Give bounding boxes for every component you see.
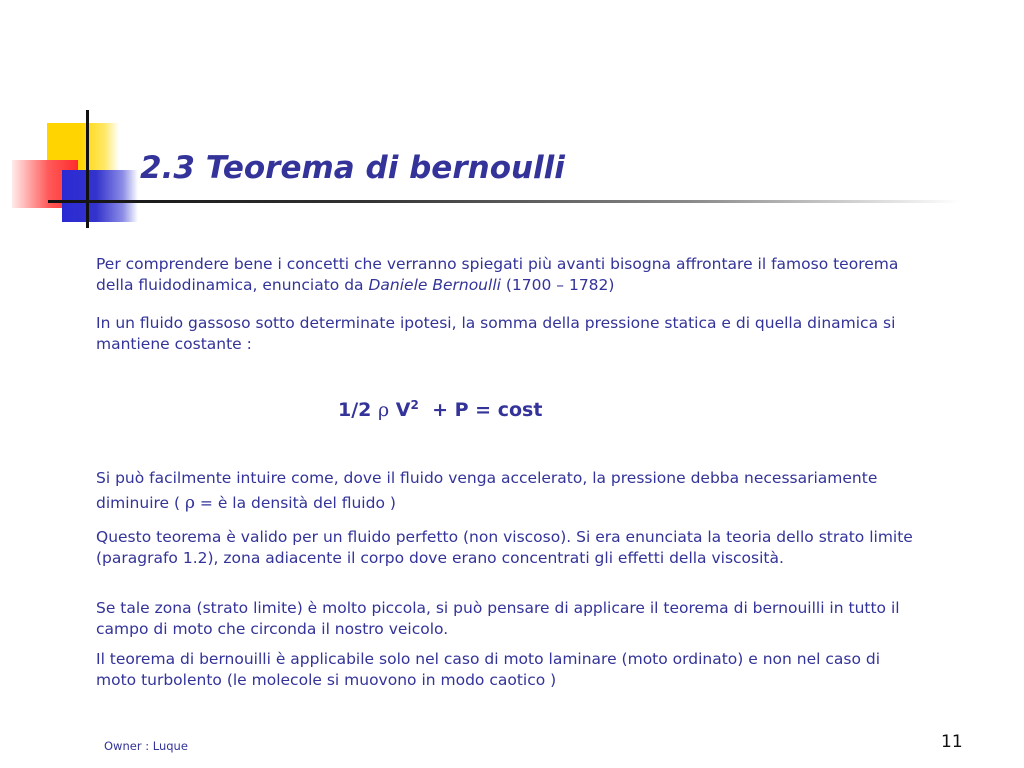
title-underline [48, 200, 960, 203]
author-name: Daniele Bernoulli [368, 276, 501, 294]
paragraph-validity: Questo teorema è valido per un fluido perfetto (non viscoso). Si era enunciata la teoria dello strato limite (paragrafo 1.2), zona adiacente il corpo dove erano concentrati gli effetti della viscosità. [96, 528, 913, 567]
decor-vertical-line [86, 110, 89, 228]
page-number: 11 [941, 732, 963, 752]
paragraph-boundary-layer: Se tale zona (strato limite) è molto piccola, si può pensare di applicare il teorema di bernouilli in tutto il campo di moto che circonda il nostro veicolo. [96, 599, 900, 638]
footer-owner: Owner : Luque [104, 739, 188, 753]
formula-rho-symbol: ρ [378, 399, 390, 421]
paragraph-laminar: Il teorema di bernouilli è applicabile solo nel caso di moto laminare (moto ordinato) e non nel caso di moto turbolento (le molecole si muovono in modo caotico ) [96, 650, 881, 689]
decor-blue-square [62, 170, 138, 222]
author-years: (1700 – 1782) [500, 276, 615, 294]
formula-velocity: V [389, 399, 411, 421]
paragraph-pressure-text: Si può facilmente intuire come, dove il fluido venga accelerato, la pressione debba necessariamente diminuire ( [96, 469, 878, 512]
formula-exponent: 2 [410, 398, 419, 412]
formula-rest: + P = cost [418, 399, 543, 421]
density-definition: = è la densità del fluido ) [194, 494, 396, 512]
density-rho-symbol: ρ [184, 493, 195, 513]
formula-half: 1/2 [338, 399, 378, 421]
paragraph-statement: In un fluido gassoso sotto determinate ipotesi, la somma della pressione statica e di quella dinamica si mantiene costante : [96, 314, 896, 353]
slide-title: 2.3 Teorema di bernoulli [140, 150, 565, 186]
paragraph-pressure [96, 466, 916, 516]
paragraph-intro-text: Per comprendere bene i concetti che verranno spiegati più avanti bisogna affrontare il famoso teorema della fluidodinamica, enunciato da [96, 255, 899, 294]
bernoulli-formula [338, 398, 542, 421]
paragraph-intro [96, 254, 916, 296]
